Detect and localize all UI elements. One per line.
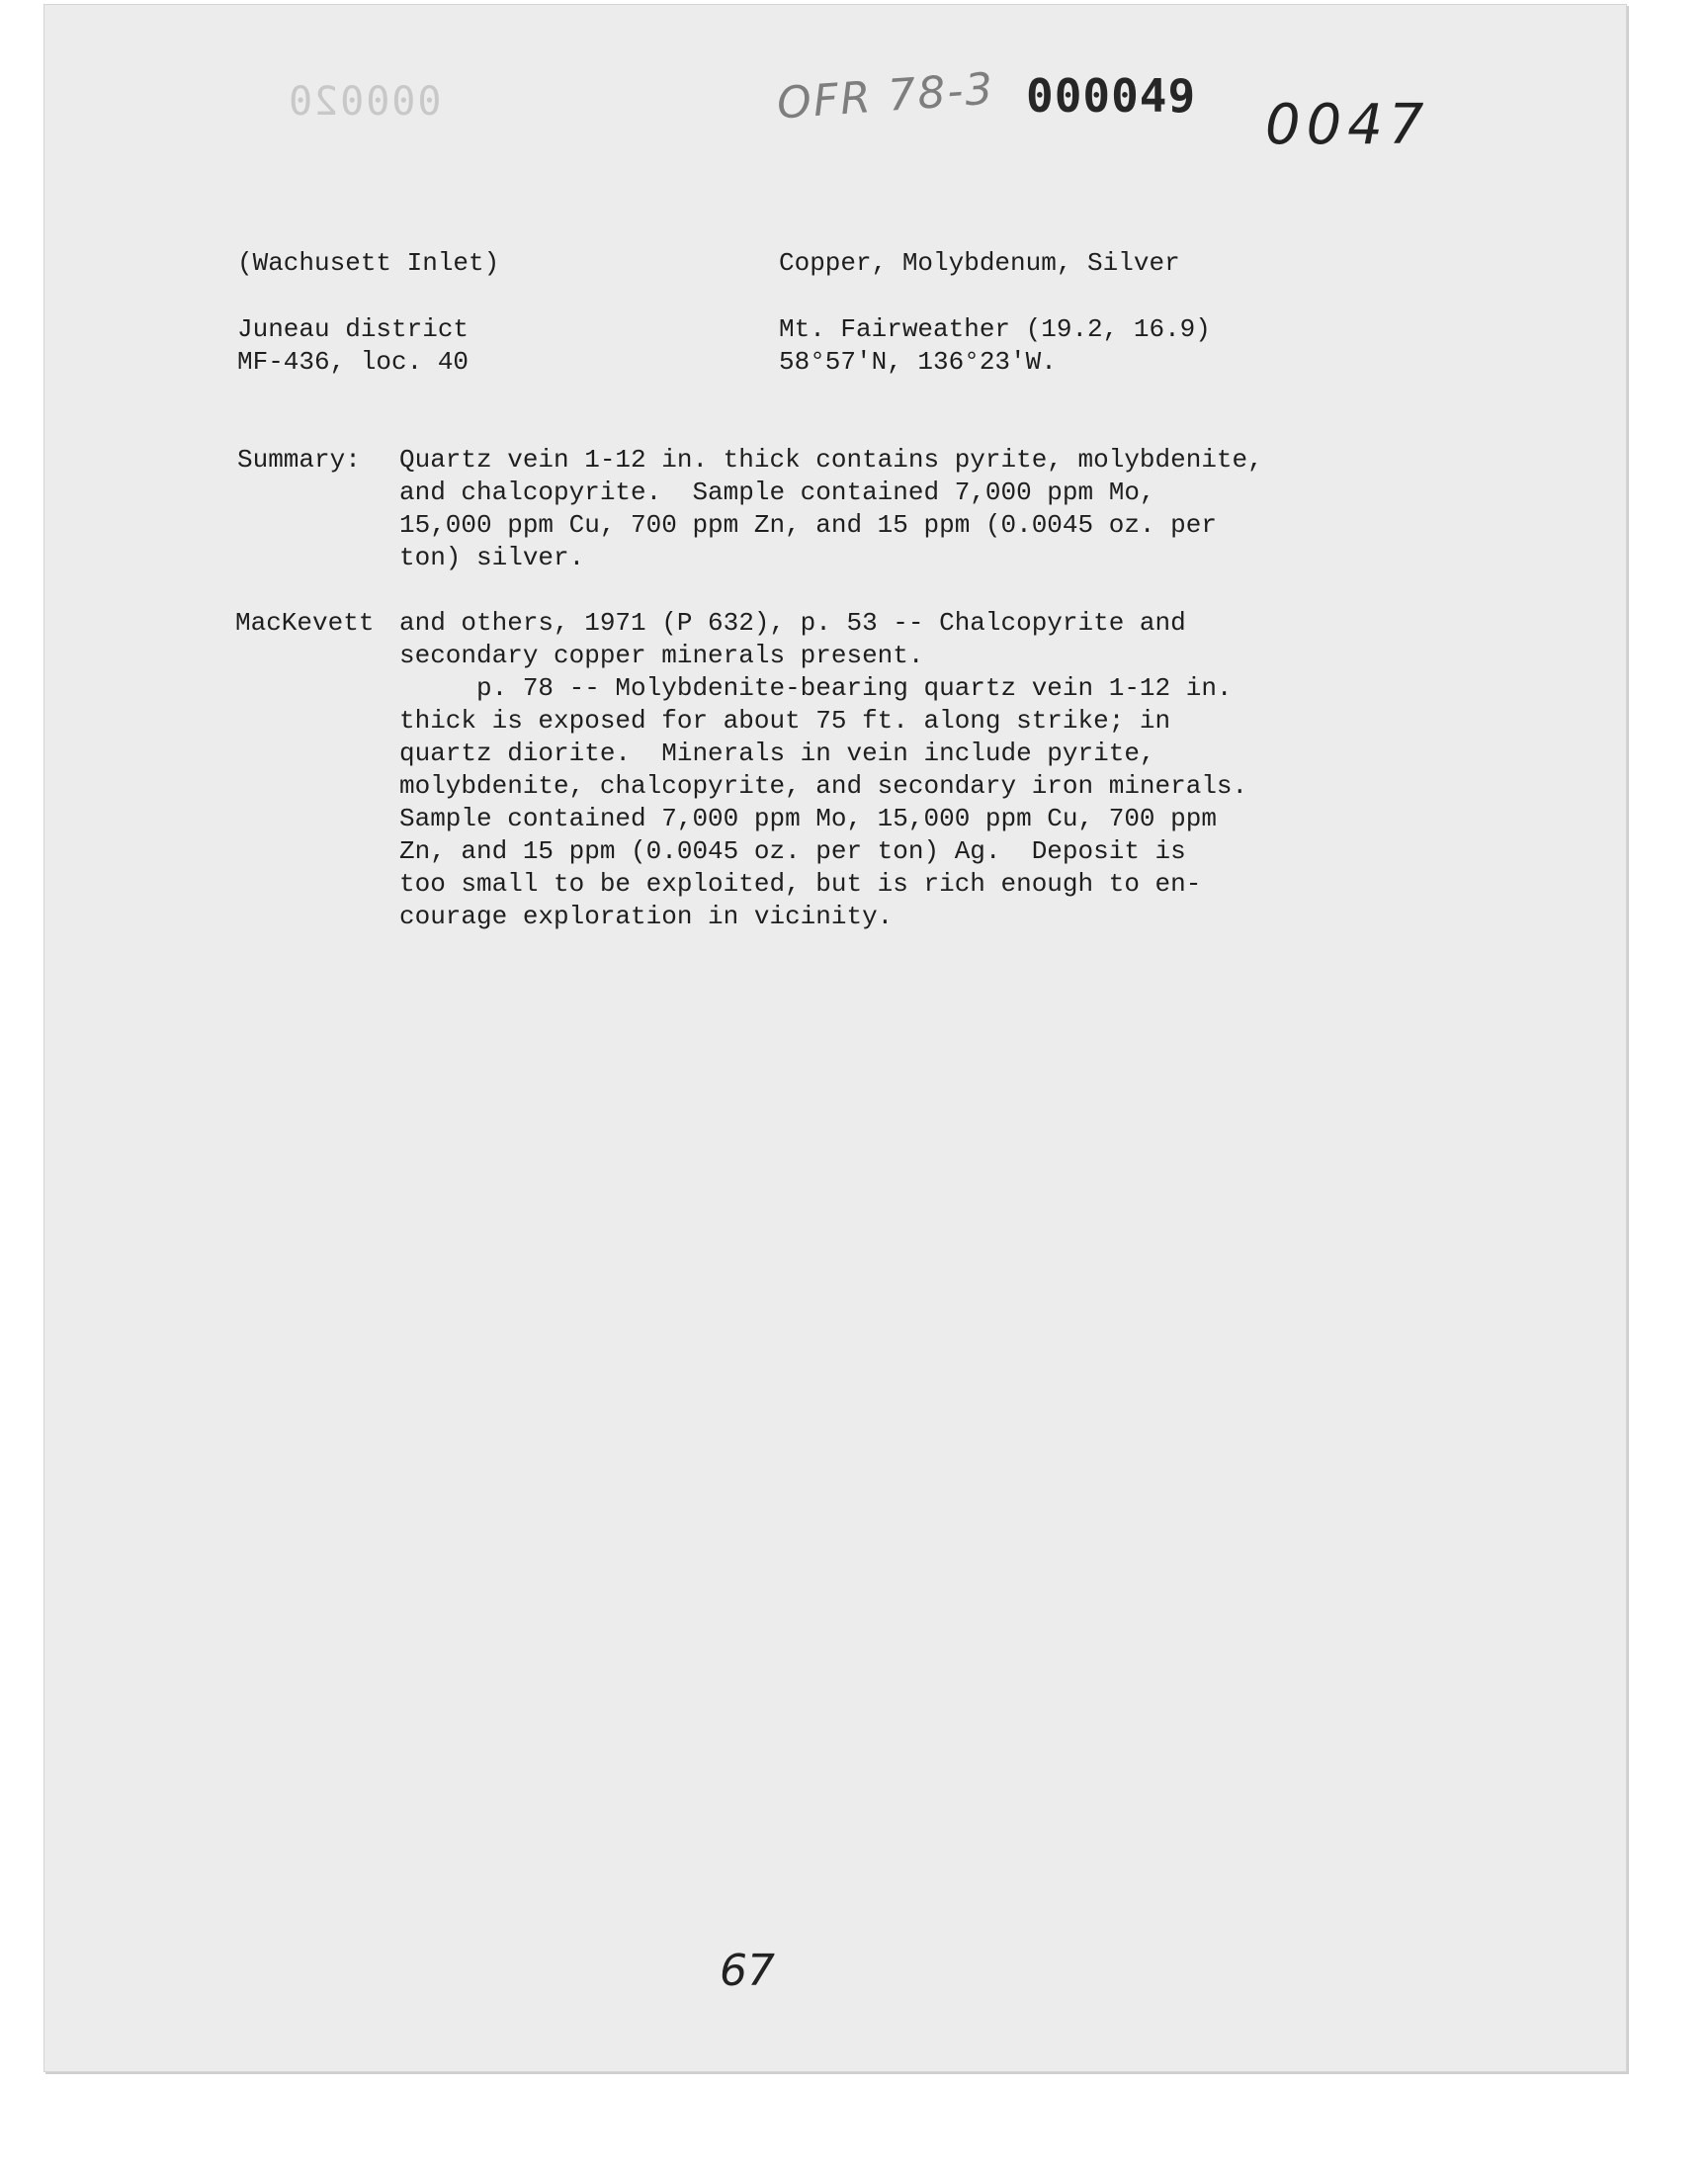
faded-stamp-number: 000020 xyxy=(287,79,442,125)
commodities: Copper, Molybdenum, Silver xyxy=(779,248,1180,278)
frame-stamp-number: 000049 xyxy=(1026,69,1197,123)
quadrangle-coordinates: Mt. Fairweather (19.2, 16.9) 58°57'N, 136°23'W. xyxy=(779,314,1211,377)
ofr-handwritten-annotation: OFR 78-3 xyxy=(775,63,996,130)
reference-text: and others, 1971 (P 632), p. 53 -- Chalcopyrite and secondary copper minerals present. p. 78 -- Molybdenite-bearing quartz vein 1-12 in. thick is exposed for about 75 ft. along strike; in quartz diorite. Minerals in vein include pyrite, molybdenite, chalcopyrite, and secondary iron minerals. Sample contained 7,000 ppm Mo, 15,000 ppm Cu, 700 ppm Zn, and 15 ppm (0.0045 oz. per ton) Ag. Deposit is too small to be exploited, but is rich enough to en- courage exploration in vicinity. xyxy=(399,608,1248,931)
page-number: 67 xyxy=(720,1946,775,1996)
summary-text: Quartz vein 1-12 in. thick contains pyrite, molybdenite, and chalcopyrite. Sample contained 7,000 ppm Mo, 15,000 ppm Cu, 700 ppm Zn, and 15 ppm (0.0045 oz. per ton) silver. xyxy=(399,445,1263,572)
district-info: Juneau district MF-436, loc. 40 xyxy=(237,314,470,377)
summary-label: Summary: xyxy=(237,445,361,475)
location-name: (Wachusett Inlet) xyxy=(237,248,500,278)
reference-author: MacKevett xyxy=(235,608,375,638)
corner-handwritten-number: 0047 xyxy=(1265,93,1430,157)
